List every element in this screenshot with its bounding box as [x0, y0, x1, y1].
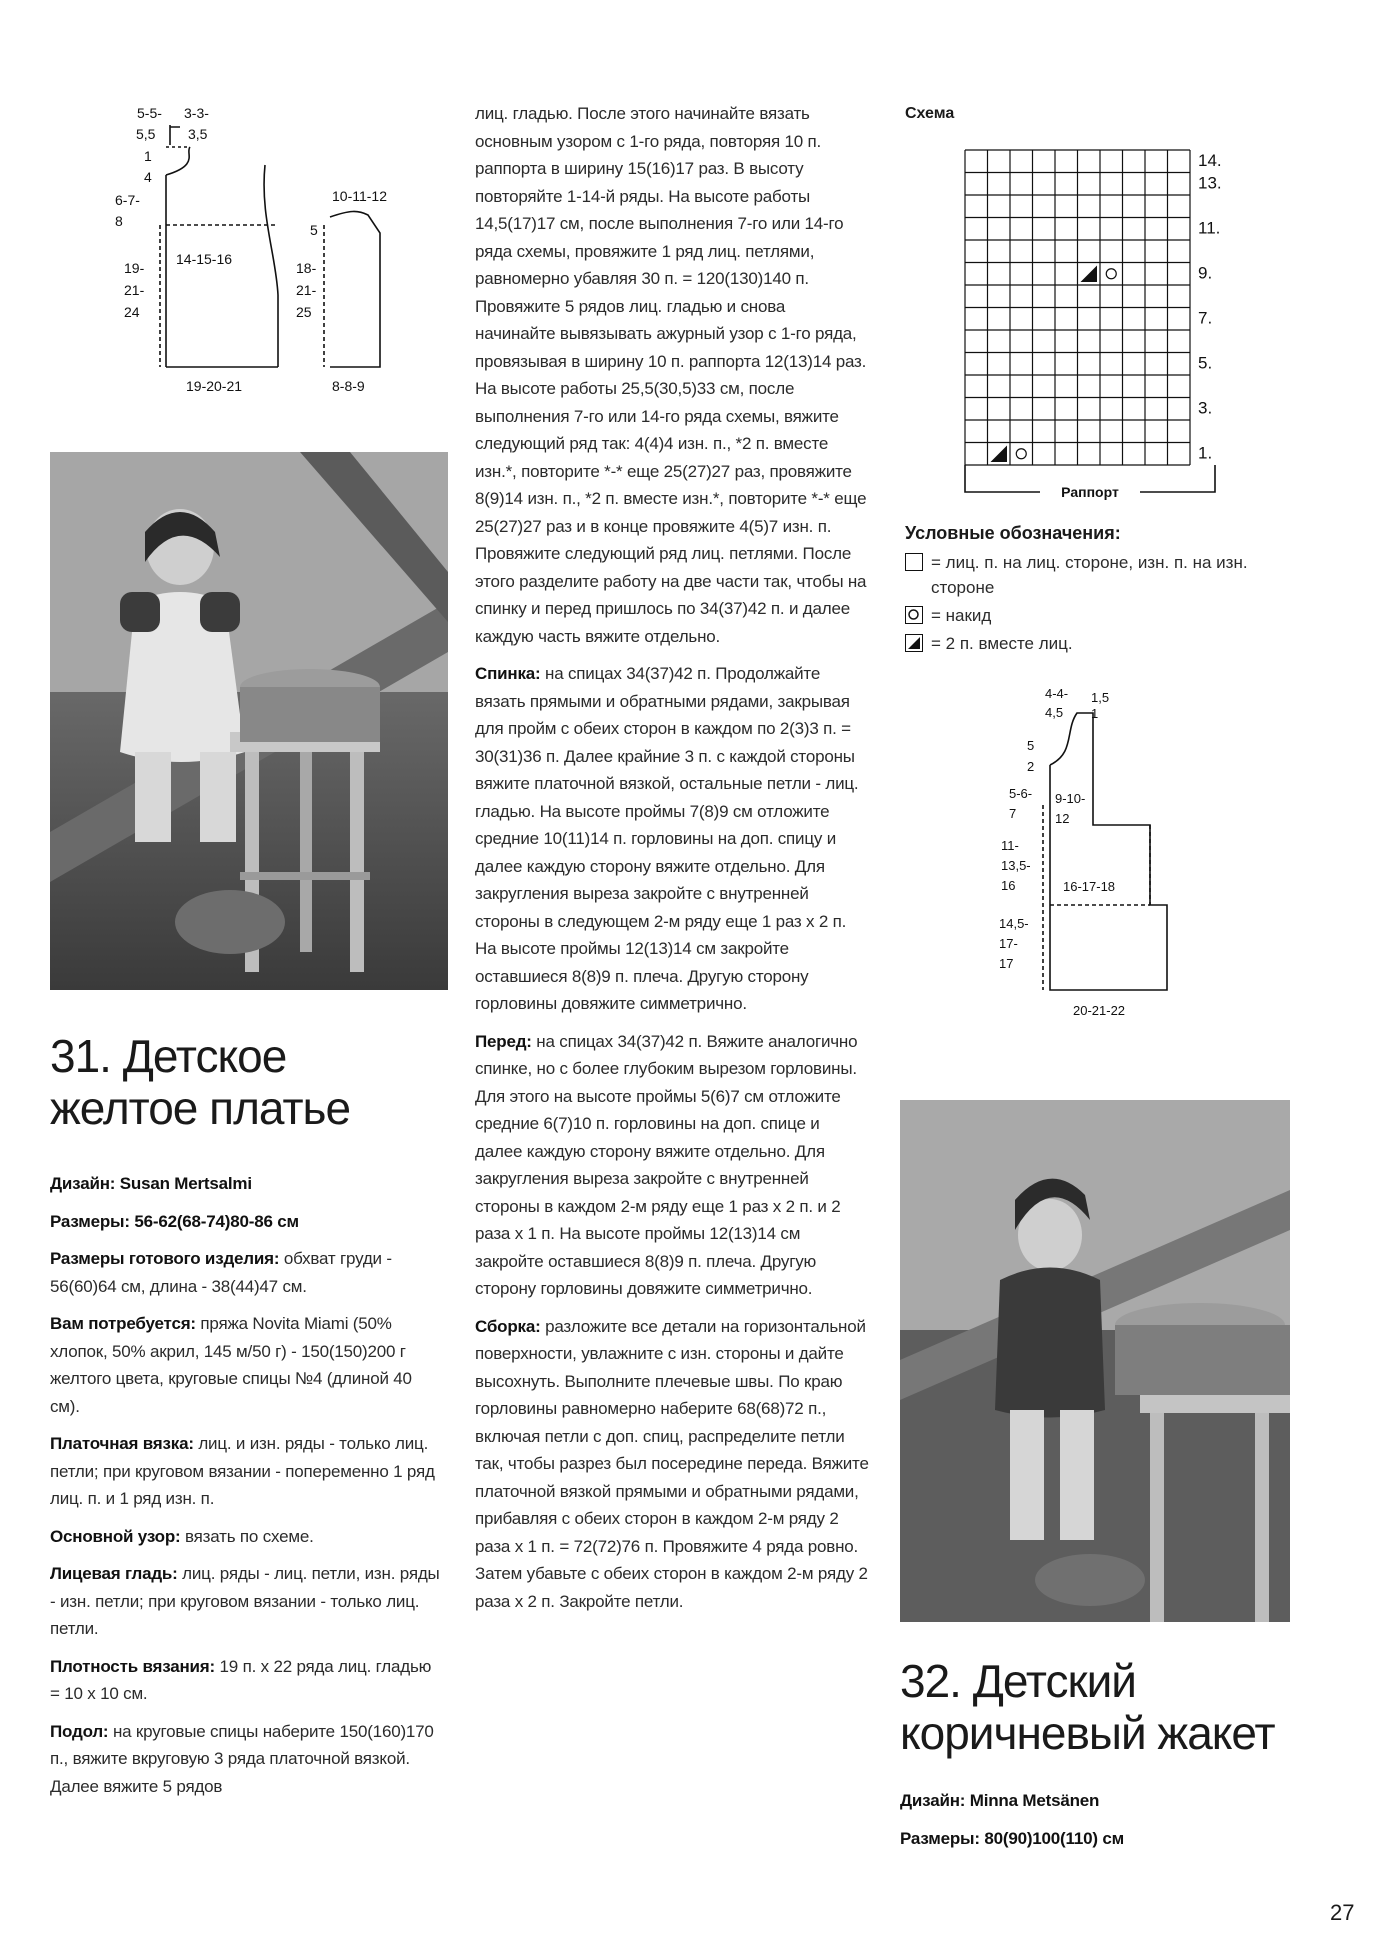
- dim-label: 5-5-: [137, 105, 162, 121]
- design-label: Дизайн:: [900, 1791, 966, 1810]
- k2tog-icon: [905, 634, 923, 652]
- dim-label: 20-21-22: [1073, 1003, 1126, 1018]
- dim-label: 1: [1091, 706, 1099, 721]
- dim-label: 4: [144, 169, 152, 185]
- gauge-value: 19 п. x 22 ряда лиц. гладью = 10 x 10 см.: [50, 1656, 432, 1703]
- dim-label: 13,5-: [1001, 858, 1031, 873]
- main-pattern: [50, 1523, 445, 1551]
- dim-label: 8: [115, 213, 123, 229]
- legend-text: = лиц. п. на лиц. стороне, изн. п. на изн. стороне: [931, 553, 1248, 597]
- photo-girl-in-jacket: [900, 1100, 1290, 1622]
- dim-label: 25: [296, 304, 312, 320]
- dim-label: 4-4-: [1045, 686, 1069, 701]
- dim-label: 11-: [1001, 838, 1019, 853]
- hem-label: Подол:: [50, 1721, 109, 1741]
- sizes-label: Размеры:: [900, 1828, 980, 1848]
- dim-label: 21-: [124, 282, 145, 298]
- photo-girl-in-dress: [50, 452, 448, 990]
- rapport-label: Раппорт: [1061, 484, 1119, 500]
- garter-label: Платочная вязка:: [50, 1434, 194, 1453]
- assembly-value: разложите все детали на горизонтальной поверхности, увлажните с изн. стороны и дайте высохнуть. Выполните плечевые швы. По краю горловины равномерно наберите 68(68)72 п., включая петли с доп. спиц, распределите петли так, чтобы разрез был посередине переда. Вяжите платочной вязкой прямыми и обратными рядами, прибавляя с обеих сторон в каждом 2-м ряду 2 раза x 1 п. = 72(72)76 п. Провяжите 4 ряда ровно. Затем убавьте с обеих сторон в каждом 2-м ряду 2 раза x 2 п. Закройте петли.: [475, 1316, 869, 1611]
- dim-label: 10-11-12: [332, 188, 388, 204]
- hem-value: на круговые спицы наберите 150(160)170 п., вяжите вкруговую 3 ряда платочной вязкой. Далее вяжите 5 рядов: [50, 1721, 434, 1796]
- stockinette: [50, 1560, 445, 1643]
- dim-label: 1: [144, 148, 152, 164]
- dim-label: 19-: [124, 260, 145, 276]
- assembly-label: Сборка:: [475, 1316, 541, 1336]
- legend-title: Условные обозначения:: [905, 523, 1121, 543]
- yarn-over-symbol: [1106, 269, 1116, 279]
- chart-row-label: 14.: [1198, 151, 1222, 170]
- finished-value: обхват груди - 56(60)64 см, длина - 38(44)47 см.: [50, 1249, 392, 1296]
- title-line: 32. Детский: [900, 1655, 1137, 1707]
- dim-label: 16-17-18: [1063, 879, 1116, 894]
- designer-name: Minna Metsänen: [969, 1791, 1100, 1810]
- chart-title: Схема: [905, 105, 955, 122]
- dim-label: 1,5: [1091, 690, 1110, 705]
- title-line: 31. Детское: [50, 1030, 287, 1082]
- sizes-label: Размеры:: [50, 1211, 130, 1231]
- dim-label: 3-3-: [184, 105, 209, 121]
- chart-row-label: 7.: [1198, 308, 1213, 328]
- design-credit: [50, 1170, 445, 1198]
- article-31-title: [50, 1030, 450, 1134]
- k2tog-symbol: [1081, 266, 1098, 283]
- dim-label: 7: [1009, 806, 1017, 821]
- yarn-over-icon: [905, 606, 923, 624]
- dim-label: 17: [999, 956, 1014, 971]
- dress-pattern-diagram: [110, 105, 440, 405]
- instructions-intro: лиц. гладью. После этого начинайте вязать основным узором с 1-го ряда, повторяя 10 п. раппорта в ширину 15(16)17 раз. В высоту повторяйте 1-14-й ряды. На высоте работы 14,5(17)17 см, после выполнения 7-го или 14-го ряда схемы, провяжите 1 ряд лиц. петлями, равномерно убавляя 30 п. = 120(130)140 п. Провяжите 5 рядов лиц. гладью и снова начинайте вывязывать ажурный узор с 1-го ряда, провязывая в ширину 10 п. раппорта 12(13)14 раз. На высоте работы 25,5(30,5)33 см, после выполнения 7-го или 14-го ряда схемы, вяжите следующий ряд так: 4(4)4 изн. п., *2 п. вместе изн.*, повторите *-* еще 25(27)27 раз, провяжите 8(9)14 изн. п., *2 п. вместе изн.*, повторите *-* еще 25(27)27 раз и в конце провяжите 4(5)7 изн. п. Провяжите следующий ряд лиц. петлями. После этого разделите работу на две части так, чтобы на спинку и перед пришлось по 34(37)42 п. и далее каждую часть вяжите отдельно.: [475, 104, 867, 646]
- assembly-section: [475, 1313, 870, 1616]
- design-credit: [900, 1787, 1300, 1815]
- finished-label: Размеры готового изделия:: [50, 1249, 280, 1268]
- garter-value: лиц. и изн. ряды - только лиц. петли; при круговом вязании - попеременно 1 ряд лиц. п. и 1 ряд изн. п.: [50, 1434, 435, 1508]
- back-label: Спинка:: [475, 664, 541, 683]
- dim-label: 5: [310, 222, 318, 238]
- page-number: 27: [1330, 1900, 1355, 1925]
- design-label: Дизайн:: [50, 1174, 116, 1193]
- front-label: Перед:: [475, 1031, 532, 1051]
- knit-stitch-icon: [905, 553, 923, 571]
- main-pattern-label: Основной узор:: [50, 1526, 181, 1546]
- dim-label: 16: [1001, 878, 1016, 893]
- garter-stitch: [50, 1430, 445, 1513]
- materials-value: пряжа Novita Miami (50% хлопок, 50% акрил, 145 м/50 г) - 150(150)200 г желтого цвета, круговые спицы №4 (длиной 40 см).: [50, 1314, 412, 1416]
- gauge: [50, 1653, 445, 1708]
- dim-label: 24: [124, 304, 140, 320]
- legend-text: = 2 п. вместе лиц.: [931, 634, 1073, 653]
- stockinette-value: лиц. ряды - лиц. петли, изн. ряды - изн. петли; при круговом вязании - только лиц. петли.: [50, 1564, 440, 1638]
- dim-label: 5-6-: [1009, 786, 1033, 801]
- dim-label: 5,5: [136, 126, 156, 142]
- title-line: желтое платье: [50, 1082, 351, 1134]
- dim-label: 14,5-: [999, 916, 1029, 931]
- dim-label: 9-10-: [1055, 791, 1086, 806]
- yarn-over-symbol: [1016, 449, 1026, 459]
- sizes-value: 56-62(68-74)80-86 см: [134, 1211, 299, 1231]
- hem: [50, 1718, 445, 1801]
- front-value: на спицах 34(37)42 п. Вяжите аналогично спинке, но с более глубоким вырезом горловины. Для этого на высоте проймы 5(6)7 см отложите средние 6(7)10 п. горловины на доп. спице и далее каждую сторону вяжите отдельно. Для закругления выреза закройте с внутренней стороны в каждом 2-м ряду еще 1 раз x 2 п. и 2 раза x 1 п. На высоте проймы 12(13)14 см закройте оставшиеся 8(8)9 п. плеча. Другую сторону горловины довяжите симметрично.: [475, 1031, 858, 1298]
- back-section: [475, 660, 870, 1018]
- legend-item: [905, 550, 1285, 600]
- dim-label: 21-: [296, 282, 317, 298]
- jacket-pattern-diagram: [995, 685, 1195, 1025]
- gauge-label: Плотность вязания:: [50, 1656, 215, 1676]
- sizes-value: 80(90)100(110) см: [984, 1828, 1124, 1848]
- sizes: [900, 1825, 1300, 1853]
- k2tog-symbol: [991, 446, 1008, 463]
- chart-row-label: 9.: [1198, 263, 1213, 283]
- dim-label: 4,5: [1045, 705, 1064, 720]
- chart-row-label: 5.: [1198, 353, 1213, 373]
- dim-label: 12: [1055, 811, 1070, 826]
- dim-label: 18-: [296, 260, 317, 276]
- chart-row-label: 1.: [1198, 443, 1213, 463]
- back-value: на спицах 34(37)42 п. Продолжайте вязать прямыми и обратными рядами, закрывая для пройм с обеих сторон в каждом по 2(3)3 п. = 30(31)36 п. Далее крайние 3 п. с каждой стороны вяжите платочной вязкой, остальные петли - лиц. гладью. На высоте проймы 7(8)9 см отложите средние 10(11)14 п. горловины на доп. спицу и далее каждую сторону вяжите отдельно. Для закругления выреза закройте с внутренней стороны в следующем 2-м ряду еще 1 раз x 2 п. На высоте проймы 12(13)14 см закройте оставшиеся 8(8)9 п. плеча. Другую сторону горловины довяжите симметрично.: [475, 664, 859, 1013]
- dim-label: 8-8-9: [332, 378, 365, 394]
- front-section: [475, 1028, 870, 1303]
- legend-text: = накид: [931, 606, 992, 625]
- dim-label: 5: [1027, 738, 1035, 753]
- materials-label: Вам потребуется:: [50, 1314, 196, 1333]
- article-32-title: [900, 1655, 1320, 1759]
- chart-row-label: 3.: [1198, 398, 1213, 418]
- chart-row-label: 11.: [1198, 218, 1221, 238]
- knitting-chart: [960, 145, 1260, 505]
- materials: [50, 1310, 445, 1420]
- finished-size: [50, 1245, 445, 1300]
- designer-name: Susan Mertsalmi: [119, 1174, 252, 1193]
- dim-label: 14-15-16: [176, 251, 233, 267]
- dim-label: 2: [1027, 759, 1035, 774]
- title-line: коричневый жакет: [900, 1707, 1275, 1759]
- sizes: [50, 1208, 445, 1236]
- dim-label: 17-: [999, 936, 1018, 951]
- dim-label: 19-20-21: [186, 378, 243, 394]
- legend-item: [905, 603, 1285, 628]
- dim-label: 3,5: [188, 126, 208, 142]
- main-pattern-value: вязать по схеме.: [185, 1526, 314, 1546]
- legend-item: [905, 631, 1285, 656]
- chart-row-label: 13.: [1198, 173, 1222, 193]
- stockinette-label: Лицевая гладь:: [50, 1564, 178, 1583]
- dim-label: 6-7-: [115, 192, 140, 208]
